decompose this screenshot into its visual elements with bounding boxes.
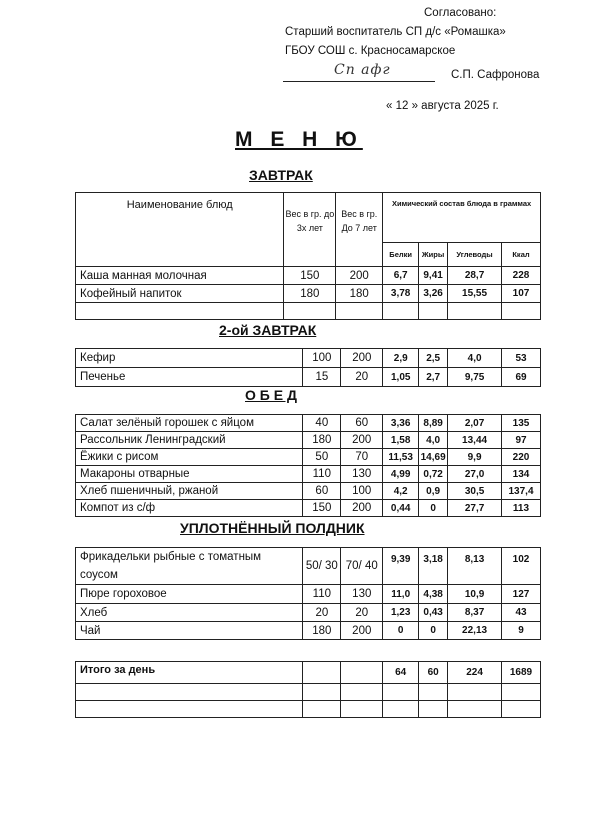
fat: 0,72	[419, 466, 448, 483]
approval-organization: ГБОУ СОШ с. Красносамарское	[285, 45, 456, 57]
carbs: 2,07	[448, 415, 502, 432]
kcal: 134	[502, 466, 541, 483]
kcal: 135	[502, 415, 541, 432]
weight-3: 150	[284, 267, 336, 285]
approval-position: Старший воспитатель СП д/с «Ромашка»	[285, 26, 506, 38]
table-row	[76, 604, 541, 622]
lunch-table	[75, 414, 541, 517]
weight-3: 40	[303, 415, 341, 432]
approval-title: Согласовано:	[424, 7, 497, 19]
fat: 9,41	[419, 267, 448, 285]
dish-name: Кофейный напиток	[76, 285, 284, 303]
section-title-lunch: О Б Е Д	[245, 387, 297, 403]
protein: 3,78	[383, 285, 419, 303]
total-table	[75, 661, 541, 718]
weight-7: 200	[336, 267, 383, 285]
header-fat: Жиры	[419, 243, 448, 267]
carbs: 28,7	[448, 267, 502, 285]
weight-3: 180	[303, 432, 341, 449]
kcal: 53	[502, 349, 541, 368]
kcal: 127	[502, 585, 541, 604]
protein: 1,23	[383, 604, 419, 622]
carbs: 4,0	[448, 349, 502, 368]
second-breakfast-table	[75, 348, 541, 387]
weight-7: 70	[341, 449, 383, 466]
approval-date: « 12 » августа 2025 г.	[386, 100, 499, 112]
weight-7: 130	[341, 585, 383, 604]
dish-name: Фрикадельки рыбные с томатным соусом	[76, 548, 303, 585]
fat: 2,5	[419, 349, 448, 368]
carbs: 8,13	[448, 548, 502, 585]
weight-3: 150	[303, 500, 341, 517]
kcal: 107	[502, 285, 541, 303]
fat: 3,26	[419, 285, 448, 303]
weight-7: 100	[341, 483, 383, 500]
total-protein: 64	[383, 662, 419, 684]
weight-7: 180	[336, 285, 383, 303]
dish-name: Пюре гороховое	[76, 585, 303, 604]
weight-3: 180	[284, 285, 336, 303]
carbs: 13,44	[448, 432, 502, 449]
table-row	[76, 415, 541, 432]
weight-3: 20	[303, 604, 341, 622]
table-row	[76, 449, 541, 466]
protein: 1,05	[383, 368, 419, 387]
protein: 6,7	[383, 267, 419, 285]
fat: 0,43	[419, 604, 448, 622]
fat: 8,89	[419, 415, 448, 432]
total-label: Итого за день	[76, 662, 303, 684]
section-title-breakfast: ЗАВТРАК	[249, 167, 313, 183]
dish-name: Чай	[76, 622, 303, 640]
weight-3: 15	[303, 368, 341, 387]
protein: 11,0	[383, 585, 419, 604]
kcal: 102	[502, 548, 541, 585]
weight-3: 180	[303, 622, 341, 640]
weight-3: 50	[303, 449, 341, 466]
carbs: 8,37	[448, 604, 502, 622]
table-row	[76, 349, 541, 368]
kcal: 9	[502, 622, 541, 640]
dish-name: Рассольник Ленинградский	[76, 432, 303, 449]
protein: 2,9	[383, 349, 419, 368]
dish-name: Компот из с/ф	[76, 500, 303, 517]
weight-7: 200	[341, 432, 383, 449]
carbs: 30,5	[448, 483, 502, 500]
weight-7: 70/ 40	[341, 548, 383, 585]
section-title-snack: УПЛОТНЁННЫЙ ПОЛДНИК	[180, 520, 365, 536]
kcal: 113	[502, 500, 541, 517]
weight-7: 200	[341, 622, 383, 640]
carbs: 27,0	[448, 466, 502, 483]
fat: 2,7	[419, 368, 448, 387]
header-weight-3: Вес в гр. до 3х лет	[284, 193, 336, 267]
fat: 0	[419, 500, 448, 517]
signature-line	[283, 80, 435, 82]
dish-name: Макароны отварные	[76, 466, 303, 483]
table-row	[76, 285, 541, 303]
protein: 3,36	[383, 415, 419, 432]
total-fat: 60	[419, 662, 448, 684]
signer-name: С.П. Сафронова	[451, 69, 540, 81]
protein: 1,58	[383, 432, 419, 449]
header-protein: Белки	[383, 243, 419, 267]
kcal: 69	[502, 368, 541, 387]
dish-name: Печенье	[76, 368, 303, 387]
dish-name: Кефир	[76, 349, 303, 368]
fat: 4,38	[419, 585, 448, 604]
page-title: М Е Н Ю	[235, 128, 363, 151]
total-kcal: 1689	[502, 662, 541, 684]
protein: 0,44	[383, 500, 419, 517]
table-row	[76, 267, 541, 285]
table-row-empty	[76, 701, 541, 718]
carbs: 27,7	[448, 500, 502, 517]
weight-7: 200	[341, 349, 383, 368]
weight-7: 60	[341, 415, 383, 432]
dish-name: Хлеб пшеничный, ржаной	[76, 483, 303, 500]
table-row	[76, 466, 541, 483]
kcal: 137,4	[502, 483, 541, 500]
weight-7: 20	[341, 604, 383, 622]
weight-3: 50/ 30	[303, 548, 341, 585]
dish-name: Ёжики с рисом	[76, 449, 303, 466]
breakfast-table	[75, 192, 541, 320]
kcal: 220	[502, 449, 541, 466]
handwritten-signature: Сп афг	[334, 62, 391, 78]
table-row	[76, 500, 541, 517]
carbs: 22,13	[448, 622, 502, 640]
fat: 14,69	[419, 449, 448, 466]
table-row	[76, 585, 541, 604]
kcal: 43	[502, 604, 541, 622]
total-row	[76, 662, 541, 684]
kcal: 228	[502, 267, 541, 285]
dish-name: Хлеб	[76, 604, 303, 622]
table-row	[76, 483, 541, 500]
carbs: 15,55	[448, 285, 502, 303]
dish-name: Каша манная молочная	[76, 267, 284, 285]
table-row	[76, 548, 541, 585]
table-row	[76, 622, 541, 640]
fat: 3,18	[419, 548, 448, 585]
fat: 4,0	[419, 432, 448, 449]
carbs: 9,75	[448, 368, 502, 387]
header-chem-composition: Химический состав блюда в граммах	[383, 193, 541, 243]
protein: 4,99	[383, 466, 419, 483]
protein: 11,53	[383, 449, 419, 466]
weight-3: 100	[303, 349, 341, 368]
protein: 4,2	[383, 483, 419, 500]
snack-table	[75, 547, 541, 640]
weight-3: 60	[303, 483, 341, 500]
weight-7: 20	[341, 368, 383, 387]
fat: 0	[419, 622, 448, 640]
weight-7: 200	[341, 500, 383, 517]
total-carbs: 224	[448, 662, 502, 684]
header-carbs: Углеводы	[448, 243, 502, 267]
table-row	[76, 432, 541, 449]
section-title-second-breakfast: 2-ой ЗАВТРАК	[219, 322, 317, 338]
fat: 0,9	[419, 483, 448, 500]
header-dish-name: Наименование блюд	[76, 193, 284, 267]
table-row	[76, 368, 541, 387]
table-row-empty	[76, 303, 541, 320]
protein: 9,39	[383, 548, 419, 585]
carbs: 9,9	[448, 449, 502, 466]
weight-3: 110	[303, 466, 341, 483]
protein: 0	[383, 622, 419, 640]
carbs: 10,9	[448, 585, 502, 604]
weight-3: 110	[303, 585, 341, 604]
weight-7: 130	[341, 466, 383, 483]
kcal: 97	[502, 432, 541, 449]
table-row-empty	[76, 684, 541, 701]
header-kcal: Ккал	[502, 243, 541, 267]
dish-name: Салат зелёный горошек с яйцом	[76, 415, 303, 432]
header-weight-7: Вес в гр. До 7 лет	[336, 193, 383, 267]
